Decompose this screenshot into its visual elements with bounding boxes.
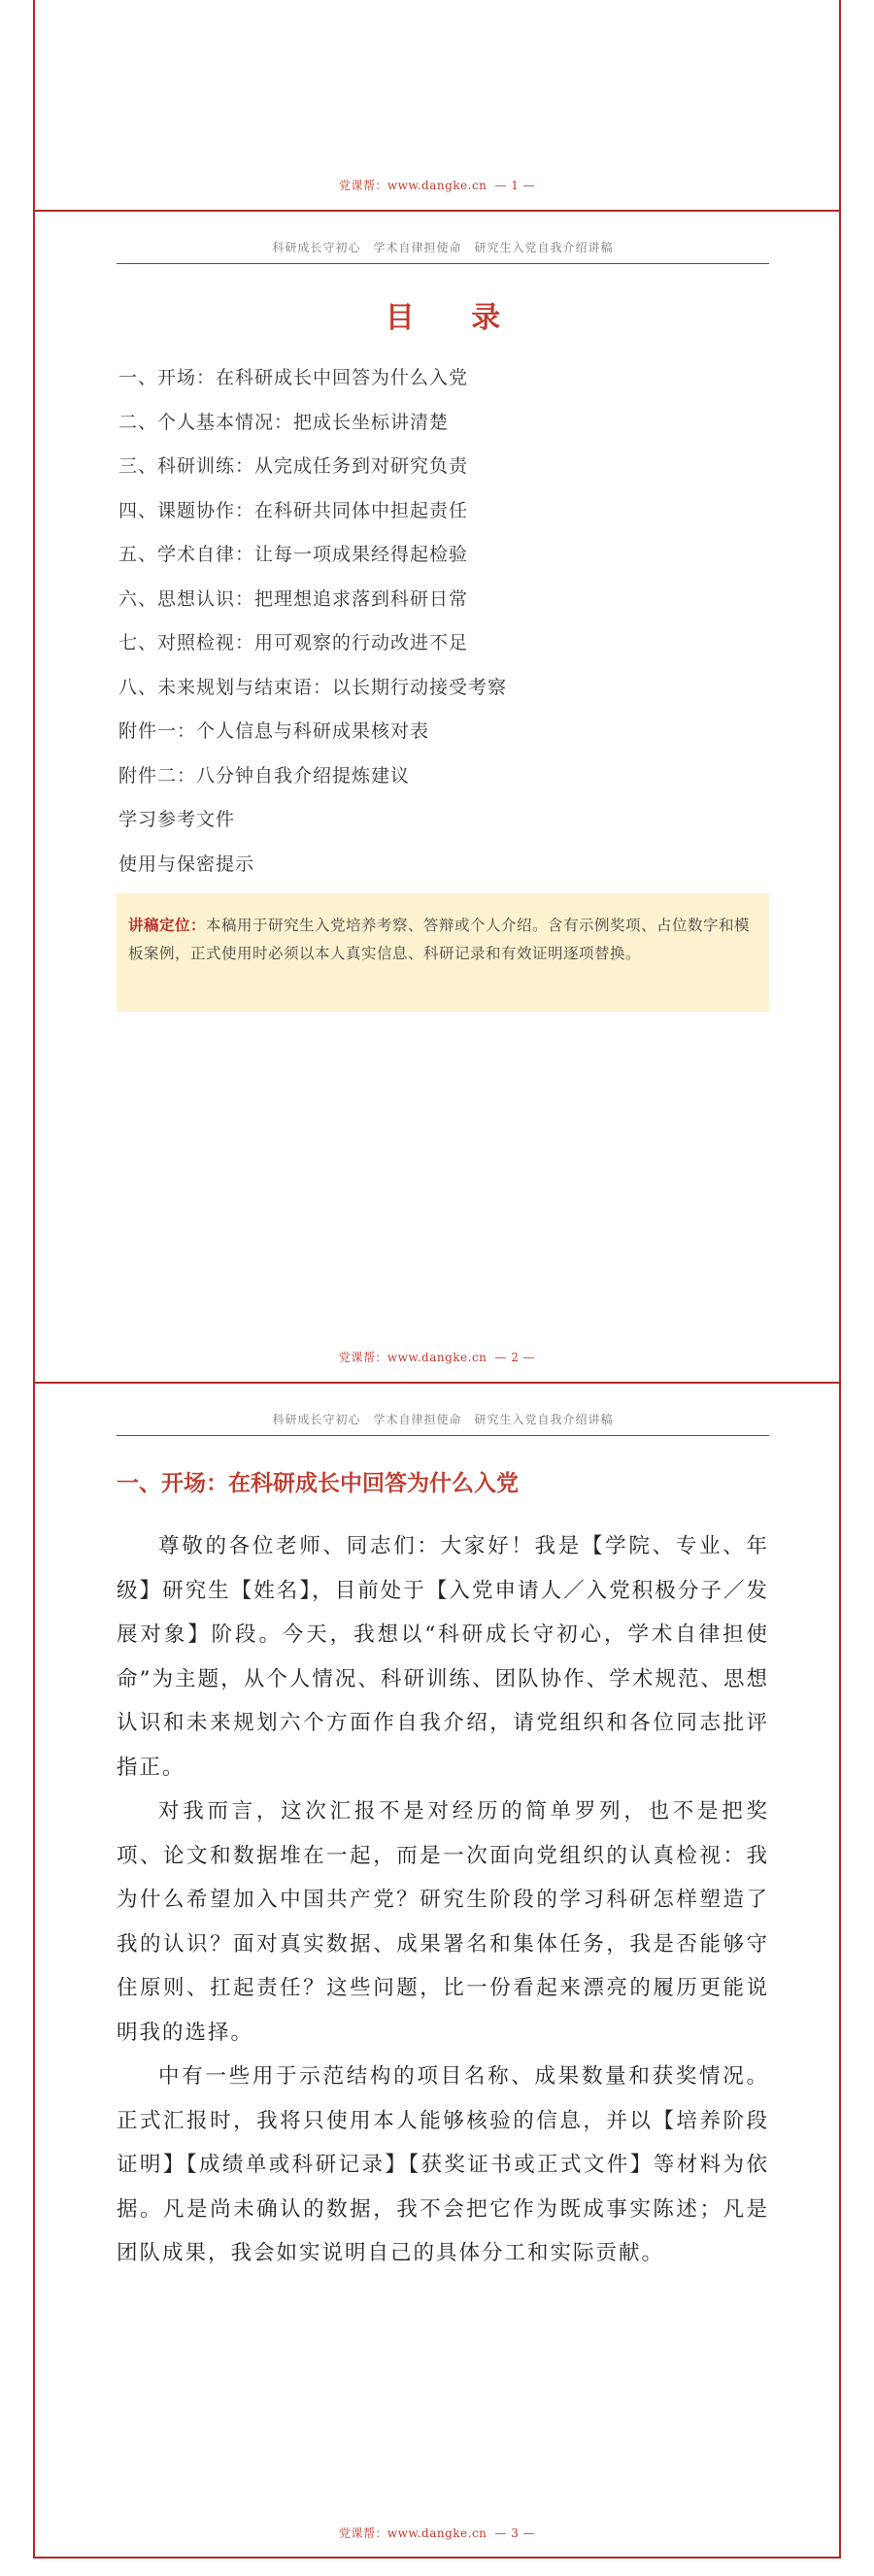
page-3-running-header: 科研成长守初心 学术自律担使命 研究生入党自我介绍讲稿 <box>272 1413 614 1426</box>
footer-page-number: — 2 — <box>494 1351 536 1364</box>
note-text: 本稿用于研究生入党培养考察、答辩或个人介绍。含有示例奖项、占位数字和模板案例，正式使用时必须以本人真实信息、科研记录和有效证明逐项替换。 <box>128 917 751 962</box>
page-2-running-header: 科研成长守初心 学术自律担使命 研究生入党自我介绍讲稿 <box>272 241 614 254</box>
page-3-header-rule <box>117 1435 769 1436</box>
body-paragraph: 对我而言，这次汇报不是对经历的简单罗列，也不是把奖项、论文和数据堆在一起，而是一次面向党组织的认真检视：我为什么希望加入中国共产党？研究生阶段的学习科研怎样塑造了我的认识？面对真实数据、成果署名和集体任务，我是否能够守住原则、扛起责任？这些问题，比一份看起来漂亮的履历更能说明我的选择。 <box>117 1799 769 2045</box>
section-heading: 一、开场：在科研成长中回答为什么入党 <box>117 1471 519 1496</box>
page-3-bottom-rule <box>33 2557 841 2559</box>
toc-item[interactable]: 二、个人基本情况：把成长坐标讲清楚 <box>118 411 450 433</box>
toc-item[interactable]: 八、未来规划与结束语：以长期行动接受考察 <box>118 676 508 698</box>
body-paragraph: 中有一些用于示范结构的项目名称、成果数量和获奖情况。正式汇报时，我将只使用本人能够核验的信息，并以【培养阶段证明】【成绩单或科研记录】【获奖证书或正式文件】等材料为依据。凡是尚未确认的数据，我不会把它作为既成事实陈述；凡是团队成果，我会如实说明自己的具体分工和实际贡献。 <box>117 2064 769 2265</box>
footer-site: 党课帮：www.dangke.cn <box>338 179 487 192</box>
page-1-footer <box>33 177 841 193</box>
body-paragraph: 尊敬的各位老师、同志们：大家好！我是【学院、专业、年级】研究生【姓名】，目前处于【入党申请人／入党积极分子／发展对象】阶段。今天，我想以“科研成长守初心，学术自律担使命”为主题，从个人情况、科研训练、团队协作、学术规范、思想认识和未来规划六个方面作自我介绍，请党组织和各位同志批评指正。 <box>117 1534 769 1780</box>
note-label: 讲稿定位： <box>128 916 207 934</box>
toc-title: 目 录 <box>385 301 524 335</box>
footer-site: 党课帮：www.dangke.cn <box>338 2526 487 2540</box>
page-3-footer <box>33 2525 841 2541</box>
toc-item[interactable]: 附件一：个人信息与科研成果核对表 <box>118 720 430 742</box>
page-2-header-rule <box>117 263 769 264</box>
toc-item[interactable]: 三、科研训练：从完成任务到对研究负责 <box>118 455 469 477</box>
toc-item[interactable]: 四、课题协作：在科研共同体中担起责任 <box>118 499 469 521</box>
footer-page-number: — 1 — <box>494 179 536 192</box>
toc-list <box>118 365 769 895</box>
footer-page-number: — 3 — <box>494 2526 536 2540</box>
footer-site: 党课帮：www.dangke.cn <box>338 1351 487 1364</box>
toc-item[interactable]: 附件二：八分钟自我介绍提炼建议 <box>118 764 411 786</box>
toc-item[interactable]: 六、思想认识：把理想追求落到科研日常 <box>118 587 469 610</box>
page-2-footer <box>33 1349 841 1365</box>
toc-item[interactable]: 五、学术自律：让每一项成果经得起检验 <box>118 544 469 565</box>
toc-item[interactable]: 七、对照检视：用可观察的行动改进不足 <box>118 632 469 653</box>
toc-item[interactable]: 使用与保密提示 <box>118 853 255 875</box>
toc-item[interactable]: 一、开场：在科研成长中回答为什么入党 <box>118 367 469 388</box>
toc-item[interactable]: 学习参考文件 <box>118 809 236 830</box>
usage-note-box <box>117 893 769 1012</box>
section-body <box>117 1524 769 2276</box>
